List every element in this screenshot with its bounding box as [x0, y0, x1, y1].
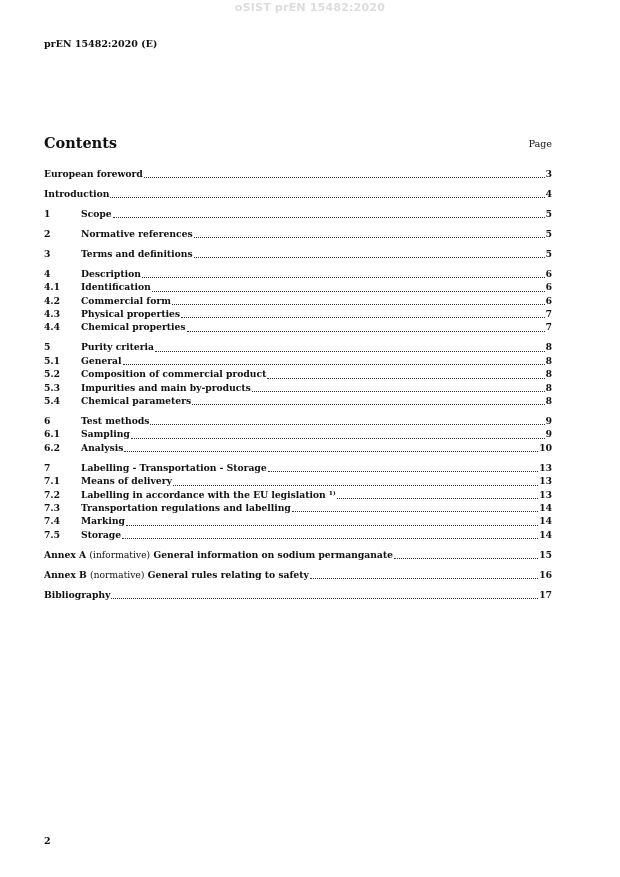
toc-entry-title[interactable]: Composition of commercial product	[81, 369, 267, 381]
toc-entry-title[interactable]: General	[81, 355, 122, 367]
toc-entry-number: 2	[44, 228, 51, 240]
toc-dot-leader	[172, 303, 545, 305]
toc-annex-entry[interactable]	[44, 569, 552, 582]
toc-dot-leader	[173, 484, 538, 486]
toc-entry-number: 6.2	[44, 442, 60, 454]
annex-label: Annex A	[44, 549, 87, 561]
toc-entry-title[interactable]: Commercial form	[81, 295, 171, 307]
toc-entry[interactable]	[44, 188, 552, 201]
toc-entry[interactable]	[44, 168, 552, 181]
toc-entry-page: 10	[539, 442, 552, 454]
toc-entry-title[interactable]: Description	[81, 268, 141, 280]
toc-entry[interactable]	[44, 502, 552, 515]
toc-entry-title[interactable]: Test methods	[81, 416, 150, 428]
toc-entry-page: 14	[539, 502, 552, 514]
toc-entry[interactable]	[44, 428, 552, 441]
toc-entry-title[interactable]: Purity criteria	[81, 342, 154, 354]
toc-entry-number: 4.1	[44, 282, 60, 294]
toc-entry-page: 13	[539, 462, 552, 474]
toc-entry-number: 5.4	[44, 396, 60, 408]
toc-entry[interactable]	[44, 208, 552, 221]
toc-entry-number: 7.3	[44, 502, 60, 514]
toc-dot-leader	[142, 276, 545, 278]
toc-dot-leader	[155, 350, 545, 352]
toc-entry-page: 5	[545, 228, 552, 240]
toc-entry[interactable]	[44, 368, 552, 381]
toc-entry-page: 7	[545, 322, 552, 334]
toc-entry-page: 9	[545, 416, 552, 428]
toc-entry[interactable]	[44, 442, 552, 455]
table-of-contents	[44, 168, 552, 602]
toc-dot-leader	[194, 256, 545, 258]
toc-entry-page: 4	[545, 188, 552, 200]
toc-entry[interactable]	[44, 529, 552, 542]
toc-entry[interactable]	[44, 321, 552, 334]
toc-dot-leader	[123, 363, 545, 365]
document-id: prEN 15482:2020 (E)	[44, 39, 158, 50]
toc-entry-title[interactable]: Normative references	[81, 228, 193, 240]
toc-entry-page: 14	[539, 516, 552, 528]
annex-type: (informative)	[89, 549, 151, 561]
toc-entry-page: 9	[545, 429, 552, 441]
toc-entry-title[interactable]: Chemical parameters	[81, 396, 192, 408]
toc-entry-number: 7.1	[44, 476, 60, 488]
toc-entry-page: 8	[545, 396, 552, 408]
toc-dot-leader	[310, 577, 538, 579]
toc-dot-leader	[152, 290, 545, 292]
toc-entry-title[interactable]: Means of delivery	[81, 476, 172, 488]
toc-entry-page: 14	[539, 529, 552, 541]
toc-dot-leader	[192, 403, 544, 405]
toc-bibliography-entry[interactable]	[44, 589, 552, 602]
toc-entry-page: 13	[539, 489, 552, 501]
toc-entry-title[interactable]: Labelling in accordance with the EU legislation ¹⁾	[81, 489, 336, 501]
toc-entry-number: 4.2	[44, 295, 60, 307]
toc-dot-leader	[124, 450, 538, 452]
toc-annex-entry[interactable]	[44, 549, 552, 562]
toc-entry-number: 4	[44, 268, 51, 280]
toc-entry-title[interactable]: Scope	[81, 208, 112, 220]
toc-dot-leader	[126, 524, 538, 526]
toc-entry[interactable]	[44, 268, 552, 281]
annex-type: (normative)	[89, 569, 145, 581]
toc-dot-leader	[131, 437, 545, 439]
toc-dot-leader	[267, 377, 544, 379]
toc-entry-page: 16	[539, 569, 552, 581]
toc-entry-page: 13	[539, 476, 552, 488]
toc-entry-page: 8	[545, 369, 552, 381]
toc-dot-leader	[144, 176, 545, 178]
toc-entry-title[interactable]: Transportation regulations and labelling	[81, 502, 291, 514]
toc-entry-page: 5	[545, 208, 552, 220]
toc-dot-leader	[181, 316, 545, 318]
toc-entry[interactable]	[44, 395, 552, 408]
toc-entry-page: 8	[545, 342, 552, 354]
toc-entry-number: 3	[44, 248, 51, 260]
annex-title: General rules relating to safety	[147, 569, 309, 581]
toc-entry-title[interactable]: European foreword	[44, 169, 143, 180]
toc-entry[interactable]	[44, 415, 552, 428]
toc-dot-leader	[292, 510, 538, 512]
contents-heading: Contents	[44, 135, 118, 152]
toc-entry-title[interactable]: Analysis	[81, 442, 124, 454]
toc-dot-leader	[252, 390, 545, 392]
toc-entry[interactable]	[44, 462, 552, 475]
toc-entry-number: 6	[44, 416, 51, 428]
toc-entry[interactable]	[44, 515, 552, 528]
toc-entry-number: 5	[44, 342, 51, 354]
toc-entry[interactable]	[44, 475, 552, 488]
toc-entry-page: 7	[545, 309, 552, 321]
toc-entry[interactable]	[44, 341, 552, 354]
toc-entry-page: 3	[545, 169, 552, 180]
toc-entry-number: 5.3	[44, 382, 60, 394]
toc-entry-number: 5.1	[44, 355, 60, 367]
toc-dot-leader	[394, 557, 538, 559]
toc-entry-page: 15	[539, 549, 552, 561]
toc-dot-leader	[187, 330, 545, 332]
toc-entry-number: 5.2	[44, 369, 60, 381]
toc-entry-number: 7.4	[44, 516, 60, 528]
toc-entry-title[interactable]: Terms and definitions	[81, 248, 193, 260]
toc-entry-title[interactable]: Introduction	[44, 188, 110, 200]
toc-dot-leader	[111, 597, 538, 599]
toc-entry-page: 8	[545, 382, 552, 394]
toc-entry-title[interactable]: Sampling	[81, 429, 130, 441]
toc-dot-leader	[268, 470, 539, 472]
toc-entry[interactable]	[44, 355, 552, 368]
annex-label: Annex B	[44, 569, 87, 581]
toc-entry-page: 6	[545, 268, 552, 280]
toc-entry-page: 6	[545, 295, 552, 307]
toc-annex-heading[interactable]	[44, 569, 309, 582]
toc-dot-leader	[150, 423, 544, 425]
toc-dot-leader	[194, 236, 545, 238]
toc-entry-page: 5	[545, 248, 552, 260]
toc-entry[interactable]	[44, 489, 552, 502]
toc-entry-page: 8	[545, 355, 552, 367]
annex-title: General information on sodium permanganate	[153, 549, 393, 561]
toc-entry[interactable]	[44, 382, 552, 395]
toc-entry[interactable]	[44, 248, 552, 261]
toc-entry-number: 4.4	[44, 322, 60, 334]
toc-entry-title[interactable]: Identification	[81, 282, 151, 294]
toc-dot-leader	[113, 216, 545, 218]
toc-dot-leader	[110, 196, 544, 198]
toc-dot-leader	[122, 537, 538, 539]
toc-entry-number: 1	[44, 208, 51, 220]
toc-entry-title[interactable]: Storage	[81, 529, 122, 541]
toc-entry[interactable]	[44, 295, 552, 308]
toc-entry[interactable]	[44, 228, 552, 241]
toc-entry-title[interactable]: Bibliography	[44, 589, 111, 601]
page-column-label: Page	[528, 139, 552, 150]
toc-entry[interactable]	[44, 281, 552, 294]
toc-entry[interactable]	[44, 308, 552, 321]
toc-entry-number: 7.2	[44, 489, 60, 501]
toc-entry-title[interactable]: Marking	[81, 516, 125, 528]
toc-entry-page: 6	[545, 282, 552, 294]
toc-entry-title[interactable]: Labelling - Transportation - Storage	[81, 462, 267, 474]
toc-entry-title[interactable]: Physical properties	[81, 309, 181, 321]
toc-entry-number: 4.3	[44, 309, 60, 321]
toc-entry-title[interactable]: Impurities and main by-products	[81, 382, 251, 394]
toc-dot-leader	[337, 497, 539, 499]
toc-entry-number: 7.5	[44, 529, 60, 541]
watermark: oSIST prEN 15482:2020	[234, 1, 386, 14]
toc-entry-number: 7	[44, 462, 51, 474]
page-number: 2	[44, 836, 51, 847]
toc-entry-number: 6.1	[44, 429, 60, 441]
toc-entry-title[interactable]: Chemical properties	[81, 322, 186, 334]
toc-entry-page: 17	[539, 589, 552, 601]
toc-annex-heading[interactable]	[44, 549, 393, 562]
